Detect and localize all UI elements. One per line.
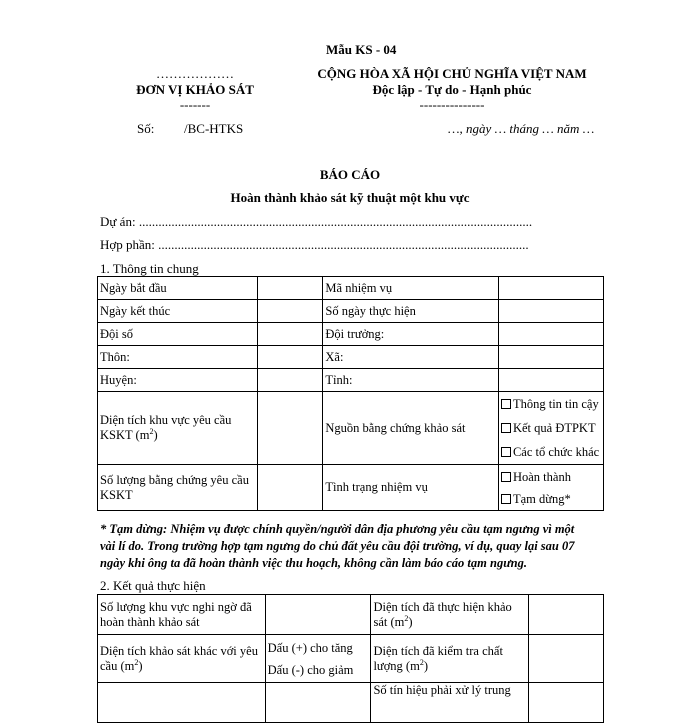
cell-value <box>265 683 371 723</box>
option-label: Tạm dừng* <box>512 491 571 506</box>
table-row <box>98 392 604 465</box>
cell-value <box>529 595 604 635</box>
table-row <box>98 683 604 723</box>
cell-label: Xã: <box>323 346 499 369</box>
table-row <box>98 346 604 369</box>
cell-label: Số lượng khu vực nghi ngờ đã hoàn thành khảo sát <box>98 595 266 635</box>
cell-label: Số ngày thực hiện <box>323 300 499 323</box>
option-label: Thông tin tin cậy <box>512 397 599 411</box>
cell-label: Diện tích khảo sát khác với yêu cầu $(m^2)$ <box>98 635 266 683</box>
section2-heading: 2. Kết quả thực hiện <box>100 578 206 593</box>
cell-label: Tỉnh: <box>323 369 499 392</box>
report-title: BÁO CÁO <box>319 167 381 182</box>
general-info-table <box>97 276 604 511</box>
cell-label: Đội số <box>98 323 258 346</box>
cell-label: Thôn: <box>98 346 258 369</box>
cell-label: Đội trưởng: <box>323 323 499 346</box>
cell-value <box>498 369 603 392</box>
option-label: Các tổ chức khác <box>512 445 600 459</box>
cell-value <box>257 300 323 323</box>
project-field: Dự án: ......................................................................................................................... <box>100 214 533 229</box>
status-label: Tình trạng nhiệm vụ <box>323 465 499 511</box>
unit-divider: ------- <box>179 97 211 112</box>
sign-cell: Dấu (+) cho tăng Dấu (-) cho giảm <box>265 635 371 683</box>
country-name: CỘNG HÒA XÃ HỘI CHỦ NGHĨA VIỆT NAM <box>317 66 587 81</box>
cell-value <box>498 300 603 323</box>
cell-value <box>529 683 604 723</box>
checkbox[interactable] <box>501 423 511 433</box>
cell-value <box>257 346 323 369</box>
checkbox[interactable] <box>501 472 511 482</box>
evidence-label: Nguồn bằng chứng khảo sát <box>323 392 499 465</box>
evidence-options <box>498 392 603 465</box>
unit-dots: ……………… <box>156 66 234 81</box>
suspension-note: * Tạm dừng: Nhiệm vụ được chính quyền/người dân địa phương yêu cầu tạm ngưng vì một vài lí do. Trong trường hợp tạm ngưng do chủ đất yêu cầu đội trường, ví dụ, quay lại sau 07 ngày khi ông ta đã hoàn thành việc thu hoạch, không cần làm báo cáo tạm ngưng. <box>100 522 575 570</box>
checkbox[interactable] <box>501 399 511 409</box>
cell-label <box>98 683 266 723</box>
number-label: Số: <box>137 121 155 136</box>
date-line: …, ngày … tháng … năm … <box>448 121 595 136</box>
cell-label: Ngày bắt đầu <box>98 277 258 300</box>
cell-value <box>257 392 323 465</box>
cell-value <box>498 323 603 346</box>
cell-label: Huyện: <box>98 369 258 392</box>
cell-label: Số tín hiệu phải xử lý trung <box>371 683 529 723</box>
table-row <box>98 465 604 511</box>
count-label: Số lượng bằng chứng yêu cầu KSKT <box>98 465 258 511</box>
cell-value <box>265 595 371 635</box>
option-label: Kết quả ĐTPKT <box>512 421 596 435</box>
table-row <box>98 277 604 300</box>
checkbox[interactable] <box>501 494 511 504</box>
table-row <box>98 595 604 635</box>
table-row <box>98 300 604 323</box>
number-code: /BC-HTKS <box>184 121 244 136</box>
cell-value <box>257 323 323 346</box>
table-row <box>98 369 604 392</box>
national-motto: Độc lập - Tự do - Hạnh phúc <box>372 82 532 97</box>
motto-divider: --------------- <box>419 97 485 112</box>
cell-value <box>257 465 323 511</box>
cell-value <box>498 346 603 369</box>
area-label: Diện tích khu vực yêu cầu KSKT $(m^2)$ <box>98 392 258 465</box>
checkbox[interactable] <box>501 447 511 457</box>
cell-value <box>257 277 323 300</box>
table-row <box>98 635 604 683</box>
cell-value <box>529 635 604 683</box>
section1-heading: 1. Thông tin chung <box>100 261 199 276</box>
form-code: Mẫu KS - 04 <box>326 42 397 57</box>
report-subtitle: Hoàn thành khảo sát kỹ thuật một khu vực <box>230 190 470 205</box>
cell-label: Diện tích đã thực hiện khảo sát $(m^2)$ <box>371 595 529 635</box>
results-table <box>97 594 604 723</box>
cell-label: Diện tích đã kiểm tra chất lượng $(m^2)$ <box>371 635 529 683</box>
cell-value <box>498 277 603 300</box>
status-options <box>498 465 603 511</box>
option-label: Hoàn thành <box>512 469 571 484</box>
cell-label: Mã nhiệm vụ <box>323 277 499 300</box>
component-field: Hợp phần: .................................................................................................................. <box>100 237 529 252</box>
unit-name: ĐƠN VỊ KHẢO SÁT <box>136 82 254 97</box>
cell-label: Ngày kết thúc <box>98 300 258 323</box>
cell-value <box>257 369 323 392</box>
table-row <box>98 323 604 346</box>
